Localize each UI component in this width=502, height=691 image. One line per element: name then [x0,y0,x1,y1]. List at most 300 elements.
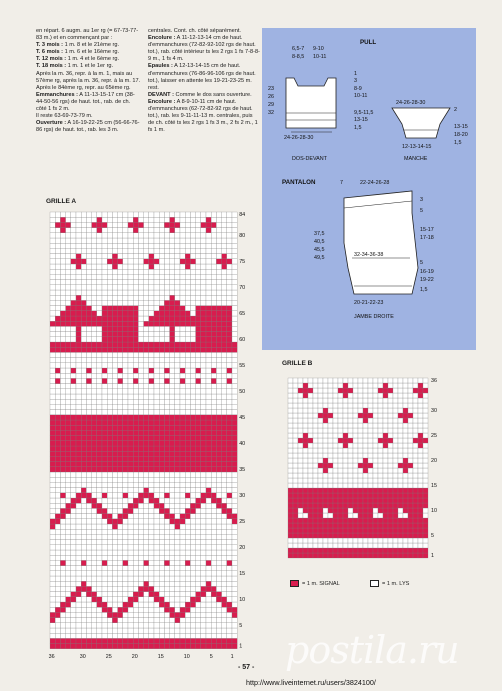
grid-cell [92,217,97,222]
grid-cell [133,540,138,545]
grid-cell [60,477,65,482]
grid-cell [66,477,71,482]
grid-cell [328,483,333,488]
grid-cell [76,550,81,555]
grid-cell [403,393,408,398]
grid-cell [185,571,190,576]
grid-cell [133,472,138,477]
grid-cell [138,233,143,238]
grid-cell [71,482,76,487]
grid-cell [383,388,388,393]
grid-cell [211,451,216,456]
grid-cell [308,408,313,413]
grid-cell [144,436,149,441]
grid-cell [133,446,138,451]
grid-cell [343,498,348,503]
grid-cell [227,467,232,472]
grid-cell [403,423,408,428]
grid-cell [328,488,333,493]
grid-cell [66,529,71,534]
grid-cell [418,473,423,478]
grid-cell [323,403,328,408]
grid-cell [175,378,180,383]
grid-cell [138,586,143,591]
grid-cell [206,623,211,628]
grid-cell [383,458,388,463]
grid-cell [97,264,102,269]
grid-cell [123,446,128,451]
grid-cell [343,438,348,443]
grid-cell [66,295,71,300]
grid-cell [97,352,102,357]
grid-cell [128,425,133,430]
grid-cell [92,233,97,238]
grid-cell [413,548,418,553]
grid-cell [363,448,368,453]
grid-a-y-label: 70 [239,284,246,291]
grid-cell [353,403,358,408]
grid-cell [358,528,363,533]
grid-cell [107,373,112,378]
grid-cell [86,602,91,607]
grid-cell [358,508,363,513]
grid-cell [388,428,393,433]
grid-cell [128,326,133,331]
grid-cell [118,524,123,529]
grid-cell [92,368,97,373]
grid-cell [413,518,418,523]
grid-cell [201,456,206,461]
grid-cell [86,508,91,513]
grid-cell [190,482,195,487]
grid-cell [159,607,164,612]
grid-cell [128,311,133,316]
grid-cell [170,529,175,534]
grid-cell [50,467,55,472]
grid-cell [118,576,123,581]
grid-cell [123,238,128,243]
grid-cell [211,602,216,607]
grid-cell [175,503,180,508]
grid-cell [318,493,323,498]
grid-cell [123,638,128,643]
grid-cell [170,415,175,420]
grid-cell [232,425,237,430]
grid-cell [232,456,237,461]
grid-cell [378,518,383,523]
grid-cell [343,378,348,383]
grid-cell [418,453,423,458]
grid-cell [398,493,403,498]
grid-cell [50,576,55,581]
grid-cell [338,553,343,558]
grid-cell [211,586,216,591]
grid-cell [118,488,123,493]
grid-cell [107,394,112,399]
grid-cell [159,358,164,363]
grid-cell [60,514,65,519]
grid-cell [328,428,333,433]
grid-cell [97,321,102,326]
grid-cell [373,478,378,483]
grid-cell [154,280,159,285]
grid-cell [227,638,232,643]
grid-cell [222,420,227,425]
grid-cell [112,332,117,337]
grid-cell [180,300,185,305]
grid-cell [138,555,143,560]
grid-cell [138,384,143,389]
grid-cell [201,420,206,425]
grid-cell [81,404,86,409]
grid-cell [393,478,398,483]
grid-cell [383,498,388,503]
grid-cell [128,633,133,638]
grid-cell [154,425,159,430]
grid-cell [343,523,348,528]
grid-cell [154,477,159,482]
grid-cell [76,384,81,389]
grid-cell [159,306,164,311]
grid-cell [308,418,313,423]
grid-cell [92,592,97,597]
grid-cell [102,545,107,550]
grid-cell [293,508,298,513]
grid-cell [50,274,55,279]
grid-cell [86,363,91,368]
grid-cell [76,488,81,493]
grid-cell [164,498,169,503]
dim-label: 32 [268,110,274,116]
grid-cell [55,550,60,555]
grid-cell [76,566,81,571]
grid-cell [398,483,403,488]
grid-cell [76,280,81,285]
grid-cell [308,453,313,458]
grid-cell [393,438,398,443]
grid-cell [97,514,102,519]
grid-cell [128,389,133,394]
grid-cell [308,393,313,398]
grid-cell [170,638,175,643]
grid-cell [71,529,76,534]
grid-cell [66,233,71,238]
grid-cell [353,413,358,418]
grid-cell [138,550,143,555]
grid-cell [60,430,65,435]
grid-cell [206,399,211,404]
grid-cell [175,337,180,342]
grid-cell [180,430,185,435]
grid-cell [180,618,185,623]
grid-cell [318,488,323,493]
grid-cell [343,493,348,498]
grid-cell [348,378,353,383]
grid-cell [149,378,154,383]
grid-cell [196,389,201,394]
grid-cell [144,477,149,482]
grid-cell [343,393,348,398]
grid-cell [201,576,206,581]
grid-cell [388,493,393,498]
grid-cell [318,463,323,468]
grid-cell [211,550,216,555]
grid-cell [363,518,368,523]
grid-cell [378,383,383,388]
grid-cell [323,468,328,473]
grid-cell [138,311,143,316]
grid-cell [368,523,373,528]
grid-cell [133,337,138,342]
instruction-heading: T. 3 mois : [36,42,64,49]
grid-cell [363,433,368,438]
grid-cell [333,518,338,523]
grid-cell [86,212,91,217]
grid-cell [128,488,133,493]
grid-cell [185,430,190,435]
grid-cell [196,378,201,383]
grid-cell [408,433,413,438]
grid-cell [128,259,133,264]
grid-cell [149,300,154,305]
grid-cell [201,311,206,316]
grid-cell [353,533,358,538]
grid-cell [102,508,107,513]
instruction-paragraph [36,120,142,134]
grid-cell [363,488,368,493]
grid-cell [308,428,313,433]
grid-cell [175,212,180,217]
grid-cell [222,389,227,394]
grid-cell [363,533,368,538]
grid-cell [413,443,418,448]
grid-cell [144,462,149,467]
grid-cell [164,254,169,259]
grid-cell [76,540,81,545]
grid-cell [102,555,107,560]
grid-cell [159,462,164,467]
grid-cell [76,482,81,487]
grid-b-y-label: 36 [431,378,437,384]
grid-cell [138,467,143,472]
grid-cell [112,269,117,274]
grid-cell [170,311,175,316]
grid-cell [71,555,76,560]
grid-cell [66,430,71,435]
grid-cell [92,269,97,274]
grid-cell [378,463,383,468]
grid-cell [170,581,175,586]
grid-cell [128,415,133,420]
grid-cell [118,394,123,399]
grid-cell [97,555,102,560]
grid-cell [128,602,133,607]
grid-cell [185,280,190,285]
grid-cell [92,488,97,493]
grid-cell [196,384,201,389]
grid-cell [50,618,55,623]
grid-cell [66,555,71,560]
grid-cell [66,290,71,295]
grid-cell [298,518,303,523]
grid-cell [333,473,338,478]
grid-cell [333,478,338,483]
grid-cell [164,384,169,389]
grid-cell [144,529,149,534]
grid-cell [348,408,353,413]
grid-cell [408,553,413,558]
grid-cell [196,612,201,617]
grid-cell [97,618,102,623]
grid-cell [206,342,211,347]
grid-cell [373,418,378,423]
grid-cell [107,389,112,394]
grid-cell [211,420,216,425]
grid-cell [333,548,338,553]
grid-cell [149,228,154,233]
grid-cell [216,352,221,357]
grid-cell [403,448,408,453]
grid-cell [144,482,149,487]
grid-cell [60,534,65,539]
grid-cell [123,519,128,524]
grid-cell [368,413,373,418]
grid-cell [159,212,164,217]
grid-cell [123,524,128,529]
grid-cell [118,441,123,446]
grid-cell [175,410,180,415]
grid-cell [128,233,133,238]
grid-cell [190,347,195,352]
grid-cell [323,538,328,543]
grid-cell [190,472,195,477]
grid-cell [149,436,154,441]
instruction-heading: Epaules : [148,63,173,70]
dim-label: 45,5 [314,247,325,253]
grid-cell [118,571,123,576]
grid-cell [323,448,328,453]
grid-cell [175,597,180,602]
grid-cell [333,543,338,548]
grid-cell [196,332,201,337]
grid-cell [81,456,86,461]
grid-cell [50,295,55,300]
grid-cell [408,458,413,463]
grid-cell [159,633,164,638]
grid-cell [232,638,237,643]
grid-cell [232,311,237,316]
grid-cell [159,576,164,581]
grid-cell [164,488,169,493]
grid-cell [159,514,164,519]
grid-cell [97,290,102,295]
grid-cell [413,378,418,383]
grid-cell [343,383,348,388]
grid-cell [55,358,60,363]
grid-cell [368,433,373,438]
grid-cell [50,550,55,555]
grid-cell [313,548,318,553]
grid-cell [363,453,368,458]
grid-cell [206,295,211,300]
grid-cell [373,393,378,398]
grid-cell [423,528,428,533]
grid-cell [76,446,81,451]
grid-cell [211,534,216,539]
dim-label: 9,5-11,5 [354,110,374,116]
grid-cell [232,212,237,217]
grid-cell [60,498,65,503]
grid-cell [206,311,211,316]
grid-cell [206,373,211,378]
grid-cell [353,418,358,423]
grid-cell [190,555,195,560]
grid-cell [133,498,138,503]
grid-cell [175,290,180,295]
grid-cell [318,473,323,478]
grid-cell [76,269,81,274]
grid-cell [164,571,169,576]
grid-cell [180,311,185,316]
grid-cell [86,259,91,264]
grid-cell [232,529,237,534]
instruction-text: A 8-9-10-11 cm de haut. d'emmanchures (62-72-82-92 rgs de haut. tot.), rab. les 9-11-11-13 m. centrales, puis de ch. côté ts les 2 rgs 1 fs 3 m., 2 fs 2 m., 1 fs 1 m. [148,98,258,134]
grid-cell [86,467,91,472]
grid-cell [144,451,149,456]
grid-cell [154,378,159,383]
grid-cell [144,295,149,300]
grid-cell [308,383,313,388]
grid-cell [170,446,175,451]
grid-cell [66,264,71,269]
grid-cell [227,482,232,487]
grid-cell [185,529,190,534]
grid-cell [353,508,358,513]
grid-cell [368,443,373,448]
grid-cell [170,295,175,300]
grid-cell [128,451,133,456]
grid-cell [118,602,123,607]
grid-cell [123,316,128,321]
grid-cell [55,540,60,545]
grid-cell [175,311,180,316]
grid-cell [328,378,333,383]
grid-cell [333,378,338,383]
grid-cell [92,612,97,617]
grid-cell [133,638,138,643]
grid-cell [60,254,65,259]
grid-cell [180,222,185,227]
grid-cell [164,342,169,347]
grid-cell [323,528,328,533]
grid-cell [398,513,403,518]
grid-cell [211,285,216,290]
dim-label: 23 [268,86,274,92]
grid-cell [144,300,149,305]
grid-cell [368,398,373,403]
grid-cell [60,508,65,513]
grid-cell [159,482,164,487]
grid-cell [196,373,201,378]
grid-cell [133,524,138,529]
grid-cell [159,217,164,222]
grid-cell [50,534,55,539]
grid-cell [343,543,348,548]
grid-cell [107,597,112,602]
grid-cell [196,420,201,425]
grid-cell [164,545,169,550]
grid-cell [102,259,107,264]
